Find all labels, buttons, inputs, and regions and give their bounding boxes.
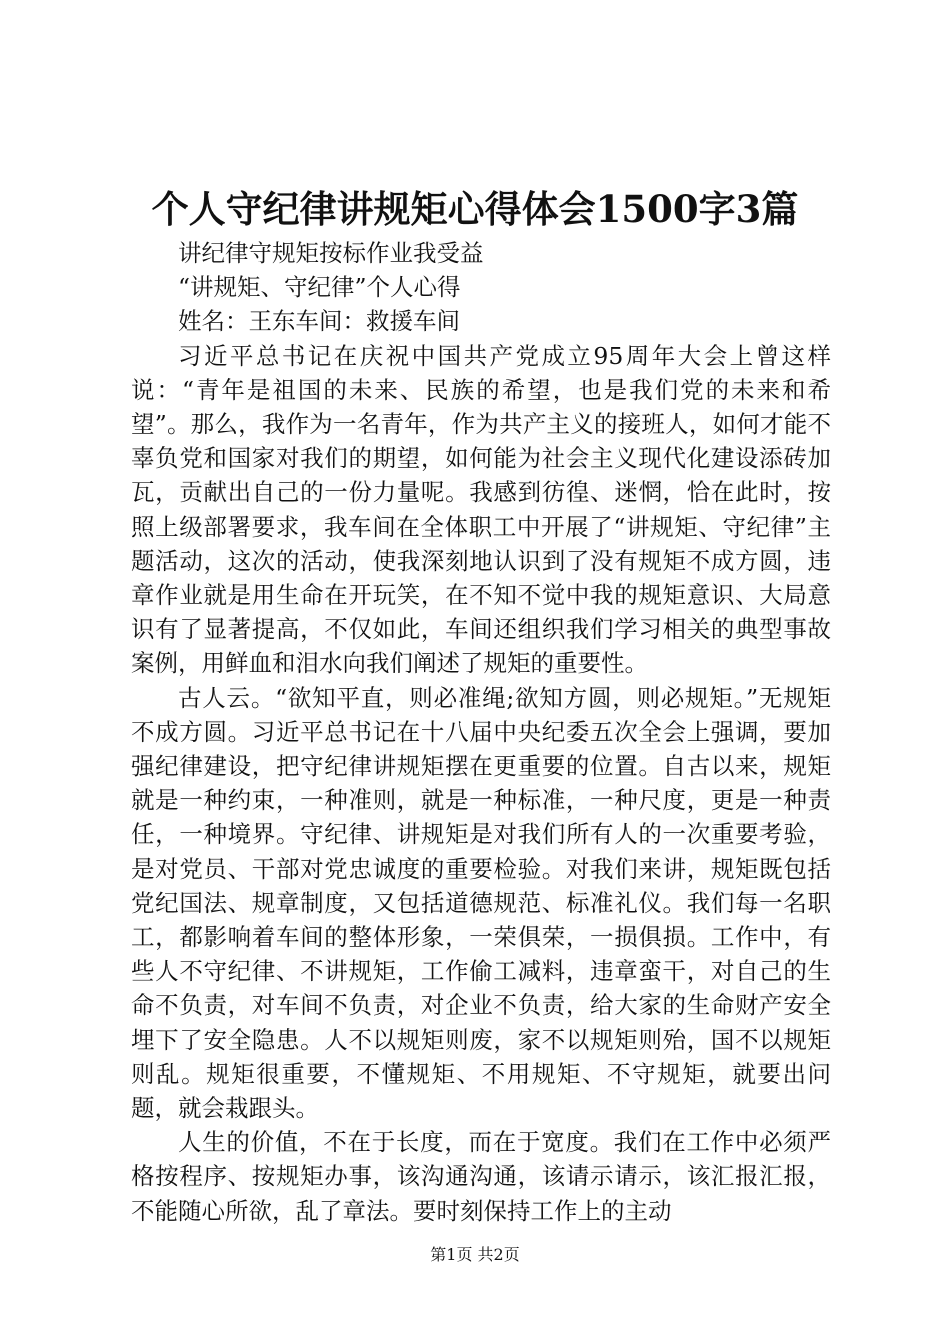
subtitle-line: “讲规矩、守纪律”个人心得	[178, 273, 461, 302]
document-body	[131, 236, 831, 1228]
document-title: 个人守纪律讲规矩心得体会1500字3篇	[151, 187, 799, 231]
body-paragraph: 人生的价值，不在于长度，而在于宽度。我们在工作中必须严格按程序、按规矩办事，该沟通沟通，该请示请示，该汇报汇报，不能随心所欲，乱了章法。要时刻保持工作上的主动	[131, 1128, 831, 1225]
page-footer: 第1页 共2页	[430, 1245, 520, 1264]
body-paragraph: 习近平总书记在庆祝中国共产党成立95周年大会上曾这样说：“青年是祖国的未来、民族的希望，也是我们党的未来和希望”。那么，我作为一名青年，作为共产主义的接班人，如何才能不辜负党和国家对我们的期望，如何能为社会主义现代化建设添砖加瓦，贡献出自己的一份力量呢。我感到彷徨、迷惘，恰在此时，按照上级部署要求，我车间在全体职工中开展了“讲规矩、守纪律”主题活动，这次的活动，使我深刻地认识到了没有规矩不成方圆，违章作业就是用生命在开玩笑，在不知不觉中我的规矩意识、大局意识有了显著提高，不仅如此，车间还组织我们学习相关的典型事故案例，用鲜血和泪水向我们阐述了规矩的重要性。	[131, 341, 831, 678]
subtitle-line: 讲纪律守规矩按标作业我受益	[178, 239, 484, 267]
author-line: 姓名：王东车间：救援车间	[178, 307, 460, 336]
body-paragraph: 古人云。“欲知平直，则必准绳;欲知方圆，则必规矩。”无规矩不成方圆。习近平总书记在十八届中央纪委五次全会上强调，要加强纪律建设，把守纪律讲规矩摆在更重要的位置。自古以来，规矩就是一种约束，一种准则，就是一种标准，一种尺度，更是一种责任，一种境界。守纪律、讲规矩是对我们所有人的一次重要考验，是对党员、干部对党忠诚度的重要检验。对我们来讲，规矩既包括党纪国法、规章制度，又包括道德规范、标准礼仪。我们每一名职工，都影响着车间的整体形象，一荣俱荣，一损俱损。工作中，有些人不守纪律、不讲规矩，工作偷工减料，违章蛮干，对自己的生命不负责，对车间不负责，对企业不负责，给大家的生命财产安全埋下了安全隐患。人不以规矩则废，家不以规矩则殆，国不以规矩则乱。规矩很重要，不懂规矩、不用规矩、不守规矩，就要出问题，就会栽跟头。	[131, 683, 831, 1123]
